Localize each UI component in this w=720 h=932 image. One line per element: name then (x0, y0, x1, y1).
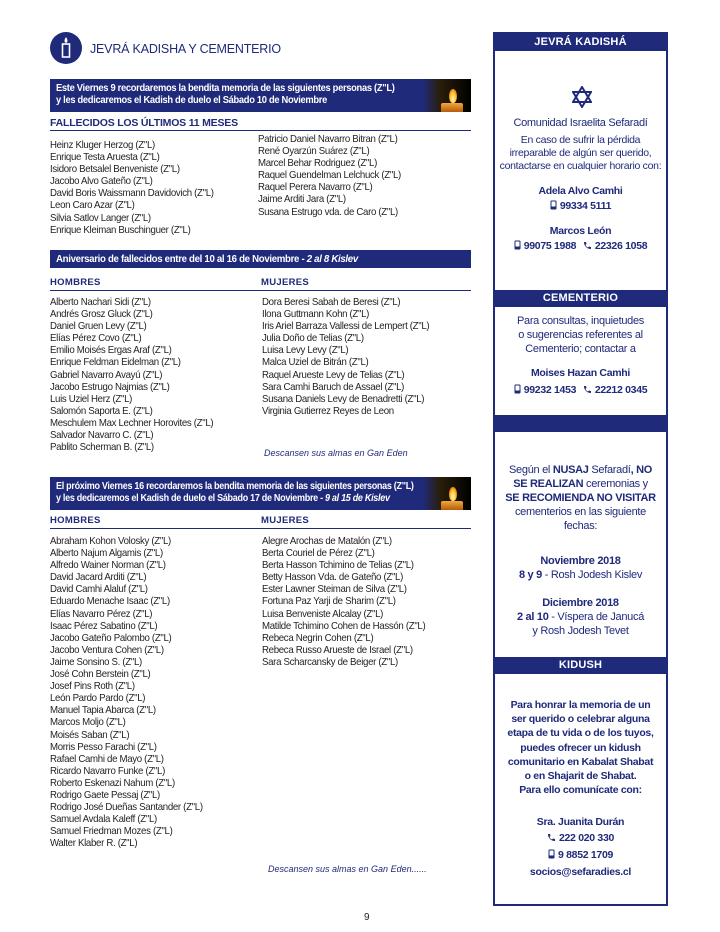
banner-italic: 9 al 15 de Kislev (325, 492, 390, 504)
contact2-mobile: 99075 1988 (523, 240, 577, 252)
kidush-mobile-row (499, 849, 662, 863)
kidush-phone: 222 020 330 (558, 832, 615, 844)
list-item: Elías Pérez Covo (Z"L) (50, 332, 142, 345)
mobile-phone-icon (550, 200, 557, 214)
list-item: Julia Doño de Telias (Z"L) (262, 332, 364, 345)
list-item: José Cohn Berstein (Z"L) (50, 668, 151, 681)
list-item: Marcel Behar Rodriguez (Z"L) (258, 157, 377, 170)
page-number: 9 (364, 912, 370, 923)
candle-photo (423, 477, 471, 510)
contact1-phone-row (499, 200, 662, 214)
banner-line: El próximo Viernes 16 recordaremos la bendita memoria de las siguientes personas (Z"L) (56, 480, 414, 492)
jevra-kadisha-header: JEVRÁ KADISHÁ (495, 34, 666, 51)
cementerio-phone-row (499, 384, 662, 398)
list-item: Morris Pesso Farachi (Z"L) (50, 740, 157, 753)
list-item: Emilio Moisés Ergas Araf (Z"L) (50, 344, 172, 357)
kidush-phone-row (499, 832, 662, 846)
kidush-line: Para ello comunícate con: (519, 784, 642, 797)
list-item: Enrique Testa Aruesta (Z"L) (50, 151, 160, 164)
list-item: Enrique Kleiman Buschinguer (Z"L) (50, 223, 191, 236)
list-item: Elías Navarro Pérez (Z"L) (50, 607, 153, 620)
list-item: David Boris Waissmann Davidovich (Z"L) (50, 187, 214, 200)
list-item: Roberto Eskenazi Nahum (Z"L) (50, 776, 175, 789)
nusaj-text: Según el (509, 464, 553, 476)
list-item: Heinz Kluger Herzog (Z"L) (50, 139, 155, 151)
list-item: Virginia Gutierrez Reyes de Leon (262, 404, 394, 417)
telephone-icon (583, 241, 592, 254)
list-item: Jacobo Gateño Palombo (Z"L) (50, 631, 172, 644)
november-title: Noviembre 2018 (540, 555, 621, 567)
list-item: Jaime Arditi Jara (Z"L) (258, 193, 346, 206)
kidush-email[interactable]: socios@sefaradies.cl (529, 866, 632, 878)
list-item: Alegre Arochas de Matalón (Z"L) (262, 535, 392, 547)
list-item: León Pardo Pardo (Z"L) (50, 692, 146, 705)
list-item: Rafael Camhi de Mayo (Z"L) (50, 752, 164, 765)
cementerio-contact-name: Moises Hazan Camhi (530, 367, 631, 379)
list-item: Luis Uziel Herz (Z"L) (50, 392, 133, 405)
list-item: Alfredo Wainer Norman (Z"L) (50, 559, 166, 572)
subhead-last-11-months: FALLECIDOS LOS ÚLTIMOS 11 MESES (50, 117, 238, 129)
list-item: David Camhi Alaluf (Z"L) (50, 583, 148, 596)
contact2-phone-row (499, 240, 662, 254)
star-of-david-icon (572, 86, 592, 113)
kidush-header: KIDUSH (495, 657, 666, 674)
banner-text: Aniversario de fallecidos entre del 10 al 16 de Noviembre - (56, 253, 307, 265)
list-hombres-next (50, 535, 216, 849)
list-mujeres-next (262, 535, 440, 668)
list-item: Walter Klaber R. (Z"L) (50, 837, 138, 850)
list-item: Marcos Moljo (Z"L) (50, 716, 126, 729)
cementerio-text: Cementerio; contactar a (525, 343, 636, 355)
list-item: Alberto Nachari Sidi (Z"L) (50, 296, 151, 308)
cementerio-header: CEMENTERIO (495, 290, 666, 307)
list-item: Rebeca Negrin Cohen (Z"L) (262, 631, 374, 644)
contact1-name: Adela Alvo Camhi (538, 185, 623, 197)
jevra-text: En caso de sufrir la pérdida (520, 134, 641, 146)
contact1-phone: 99334 5111 (559, 200, 612, 212)
cementerio-phone: 22212 0345 (594, 384, 648, 396)
mobile-phone-icon (548, 849, 555, 863)
kidush-line: puedes ofrecer un kidush (520, 741, 641, 754)
nusaj-notice (499, 478, 662, 491)
list-item: Daniel Gruen Levy (Z"L) (50, 320, 147, 333)
nusaj-bold: NUSAJ (552, 464, 589, 476)
november-dates (499, 569, 662, 582)
list-item: Moisés Saban (Z"L) (50, 728, 130, 741)
kidush-line: o en Shajarit de Shabat. (524, 770, 637, 783)
kidush-contact-name: Sra. Juanita Durán (536, 816, 625, 828)
divider (50, 130, 471, 131)
hombres-header: HOMBRES (50, 277, 101, 288)
rest-in-peace-note: Descansen sus almas en Gan Eden (264, 448, 408, 458)
kidush-line: comunitario en Kabalat Shabat (507, 755, 654, 768)
december-event: - Víspera de Janucá (548, 611, 645, 623)
nusaj-bold: , NO (630, 464, 652, 476)
list-item: Jacobo Alvo Gateño (Z"L) (50, 175, 153, 188)
cementerio-text: o sugerencias referentes al (518, 329, 643, 341)
list-item: Silvia Satlov Langer (Z"L) (50, 211, 151, 224)
kidush-line: ser querido o celebrar alguna (511, 713, 650, 726)
nusaj-bold: SE RECOMIENDA NO VISITAR (505, 492, 656, 504)
list-item: Raquel Perera Navarro (Z"L) (258, 181, 373, 194)
list-item: Salomón Saporta E. (Z"L) (50, 404, 153, 417)
list-item: Jaime Sonsino S. (Z"L) (50, 655, 142, 668)
list-item: Dora Beresi Sabah de Beresi (Z"L) (262, 296, 401, 308)
list-item: Berta Hasson Tchimino de Telias (Z"L) (262, 559, 414, 572)
list-item: Sara Camhi Baruch de Assael (Z"L) (262, 380, 405, 393)
list-item: Betty Hasson Vda. de Gateño (Z"L) (262, 571, 404, 584)
list-item: Rodrigo José Dueñas Santander (Z"L) (50, 801, 203, 814)
list-item: Fortuna Paz Yarji de Sharim (Z"L) (262, 595, 396, 608)
mobile-phone-icon (514, 384, 521, 398)
list-item: Luisa Levy Levy (Z"L) (262, 344, 349, 357)
list-item: Susana Estrugo vda. de Caro (Z"L) (258, 205, 398, 218)
section-title: JEVRÁ KADISHA Y CEMENTERIO (90, 42, 281, 56)
list-item: Meschulem Max Lechner Horovites (Z"L) (50, 416, 214, 429)
list-item: Leon Caro Azar (Z"L) (50, 199, 135, 212)
list-item: Jacobo Ventura Cohen (Z"L) (50, 643, 164, 656)
kidush-line: Para honrar la memoria de un (510, 699, 651, 711)
telephone-icon (583, 385, 592, 398)
list-item: Sara Scharcansky de Beiger (Z"L) (262, 655, 398, 668)
list-item: Ester Lawner Steiman de Silva (Z"L) (262, 583, 407, 596)
list-item: Gabriel Navarro Avayú (Z"L) (50, 368, 163, 381)
cementerio-text: Para consultas, inquietudes (516, 315, 645, 327)
kidush-line: etapa de tu vida o de los tuyos, (507, 727, 654, 740)
list-deceased-col2 (258, 133, 413, 218)
list-item: Abraham Kohon Volosky (Z"L) (50, 535, 171, 547)
december-title: Diciembre 2018 (542, 597, 619, 609)
separator-bar (495, 415, 666, 432)
list-item: Luisa Benveniste Alcalay (Z"L) (262, 607, 384, 620)
jevra-text: contactarse en cualquier horario con: (499, 160, 662, 172)
november-days: 8 y 9 (518, 569, 542, 581)
banner-line: Este Viernes 9 recordaremos la bendita memoria de las siguientes personas (Z"L) (56, 82, 395, 94)
list-item: Andrés Grosz Gluck (Z"L) (50, 308, 153, 321)
mobile-phone-icon (514, 240, 521, 254)
december-event: y Rosh Jodesh Tevet (532, 625, 629, 637)
list-item: Malca Uziel de Bitrán (Z"L) (262, 356, 369, 369)
rest-in-peace-note: Descansen sus almas en Gan Eden...... (268, 864, 427, 874)
list-item: Jacobo Estrugo Najmias (Z"L) (50, 380, 170, 393)
nusaj-bold: SE REALIZAN (513, 478, 584, 490)
list-item: Samuel Friedman Mozes (Z"L) (50, 825, 173, 838)
telephone-icon (547, 833, 556, 846)
divider (50, 290, 471, 291)
banner-next-friday (50, 477, 471, 510)
nusaj-notice (499, 464, 662, 477)
kidush-mobile: 9 8852 1709 (557, 849, 614, 861)
list-item: Matilde Tchimino Cohen de Hassón (Z"L) (262, 619, 426, 632)
list-item: Ricardo Navarro Funke (Z"L) (50, 764, 165, 777)
mujeres-header: MUJERES (261, 515, 310, 526)
list-deceased-col1 (50, 139, 228, 236)
banner-anniversary (50, 250, 471, 268)
december-dates (499, 611, 662, 624)
list-item: Rodrigo Gaete Pessaj (Z"L) (50, 788, 160, 801)
list-mujeres-anniversary (262, 296, 444, 417)
divider (50, 528, 471, 529)
list-item: Eduardo Menache Isaac (Z"L) (50, 595, 170, 608)
cementerio-mobile: 99232 1453 (523, 384, 577, 396)
banner-line: y les dedicaremos el Kadish de duelo el Sábado 10 de Noviembre (56, 94, 328, 106)
list-item: Iris Ariel Barraza Vallessi de Lempert (Z"L) (262, 320, 430, 333)
mujeres-header: MUJERES (261, 277, 310, 288)
list-item: Salvador Navarro C. (Z"L) (50, 429, 154, 442)
nusaj-text: cementerios en las siguiente (514, 506, 646, 518)
list-item: Isidoro Betsalel Benveniste (Z"L) (50, 163, 180, 176)
banner-line: y les dedicaremos el Kadish de duelo el Sábado 17 de Noviembre - (56, 492, 326, 504)
list-item: Pablito Scherman B. (Z"L) (50, 441, 154, 454)
list-item: Isaac Pérez Sabatino (Z"L) (50, 619, 158, 632)
november-event: - Rosh Jodesh Kislev (541, 569, 643, 581)
contact2-phone: 22326 1058 (594, 240, 648, 252)
nusaj-text: fechas: (563, 520, 598, 532)
december-days: 2 al 10 (516, 611, 549, 623)
hombres-header: HOMBRES (50, 515, 101, 526)
list-item: Raquel Guendelman Lelchuck (Z"L) (258, 169, 401, 182)
list-item: Josef Pins Roth (Z"L) (50, 680, 135, 693)
list-item: Enrique Feldman Eidelman (Z"L) (50, 356, 181, 369)
banner-italic: 2 al 8 Kislev (306, 253, 358, 265)
list-item: René Oyarzún Suárez (Z"L) (258, 145, 370, 158)
list-item: Susana Daniels Levy de Benadretti (Z"L) (262, 392, 425, 405)
list-item: Berta Couriel de Pérez (Z"L) (262, 547, 375, 560)
list-item: Samuel Avdala Kaleff (Z"L) (50, 813, 157, 826)
list-item: Rebeca Russo Arueste de Israel (Z"L) (262, 643, 413, 656)
list-item: David Jacard Arditi (Z"L) (50, 571, 147, 584)
nusaj-text: ceremonias y (583, 478, 648, 490)
candle-icon (50, 32, 82, 64)
contact2-name: Marcos León (549, 225, 612, 237)
list-item: Alberto Najum Algamis (Z"L) (50, 547, 163, 560)
list-item: Ilona Guttmann Kohn (Z"L) (262, 308, 370, 321)
list-item: Patricio Daniel Navarro Bitran (Z"L) (258, 133, 398, 145)
list-item: Raquel Arueste Levy de Telias (Z"L) (262, 368, 405, 381)
sidebar (493, 32, 668, 906)
jevra-text: irreparable de algún ser querido, (509, 147, 652, 159)
community-name: Comunidad Israelita Sefaradí (513, 117, 648, 129)
nusaj-text: Sefaradí (588, 464, 631, 476)
list-hombres-anniversary (50, 296, 228, 453)
candle-photo (423, 79, 471, 112)
kidush-text (499, 698, 662, 797)
list-item: Manuel Tapia Abarca (Z"L) (50, 704, 156, 717)
banner-this-friday (50, 79, 471, 112)
